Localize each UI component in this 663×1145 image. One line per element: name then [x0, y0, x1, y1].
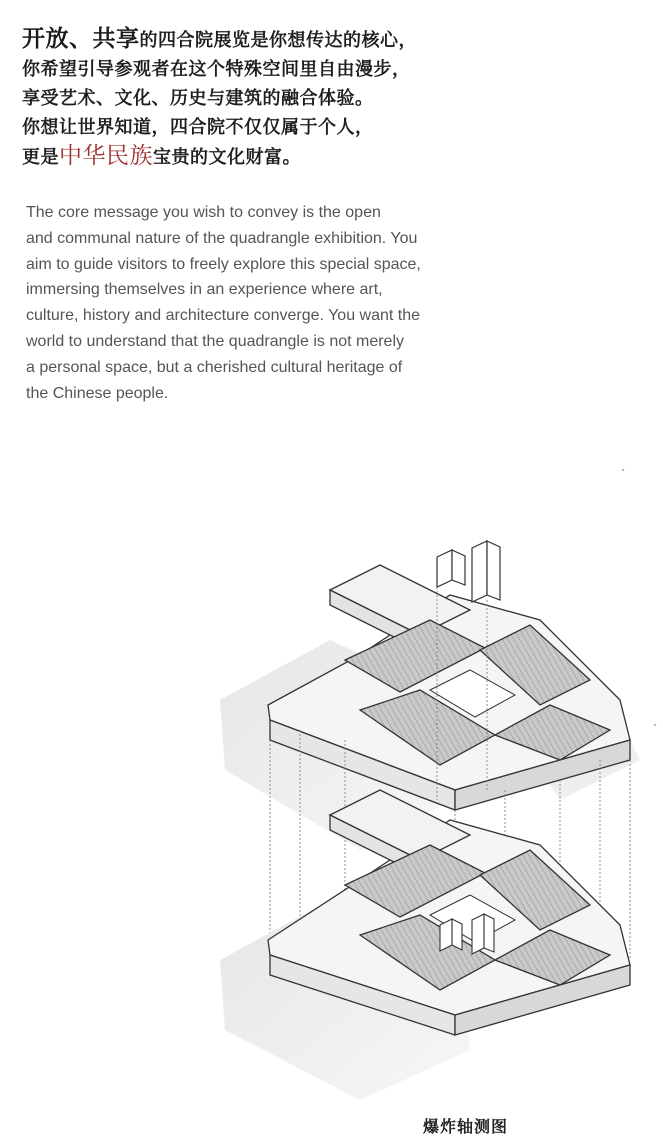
cn-heading-emphasis: 开放、共享: [22, 25, 140, 52]
en-line: culture, history and architecture converge. You want the: [26, 307, 421, 325]
cn-line-5-post: 宝贵的文化财富。: [153, 147, 301, 168]
en-line: the Chinese people.: [26, 384, 169, 402]
en-line: a personal space, but a cherished cultural heritage of: [26, 358, 403, 376]
cn-line-4: 你想让世界知道，四合院不仅仅属于个人，: [22, 117, 374, 138]
cn-line-3: 享受艺术、文化、历史与建筑的融合体验。: [22, 88, 374, 109]
cn-accent-phrase: 中华民族: [59, 143, 153, 169]
cn-line-1-rest: 的四合院展览是你想传达的核心，: [139, 30, 417, 51]
en-line: immersing themselves in an experience where art,: [26, 281, 383, 299]
upper-level: [220, 541, 640, 850]
diagram-caption: 爆炸轴测图: [423, 1117, 509, 1136]
cn-line-2: 你希望引导参观者在这个特殊空间里自由漫步，: [22, 59, 411, 80]
floating-exhibit-panels: [437, 541, 500, 602]
en-line: world to understand that the quadrangle is not merely: [26, 332, 405, 350]
lower-level: [220, 790, 630, 1100]
cn-line-5-pre: 更是: [22, 147, 59, 168]
en-line: and communal nature of the quadrangle exhibition. You: [26, 229, 418, 247]
margin-dots: [622, 469, 656, 726]
en-line: The core message you wish to convey is the open: [26, 204, 381, 221]
en-line: aim to guide visitors to freely explore this special space,: [26, 255, 421, 273]
